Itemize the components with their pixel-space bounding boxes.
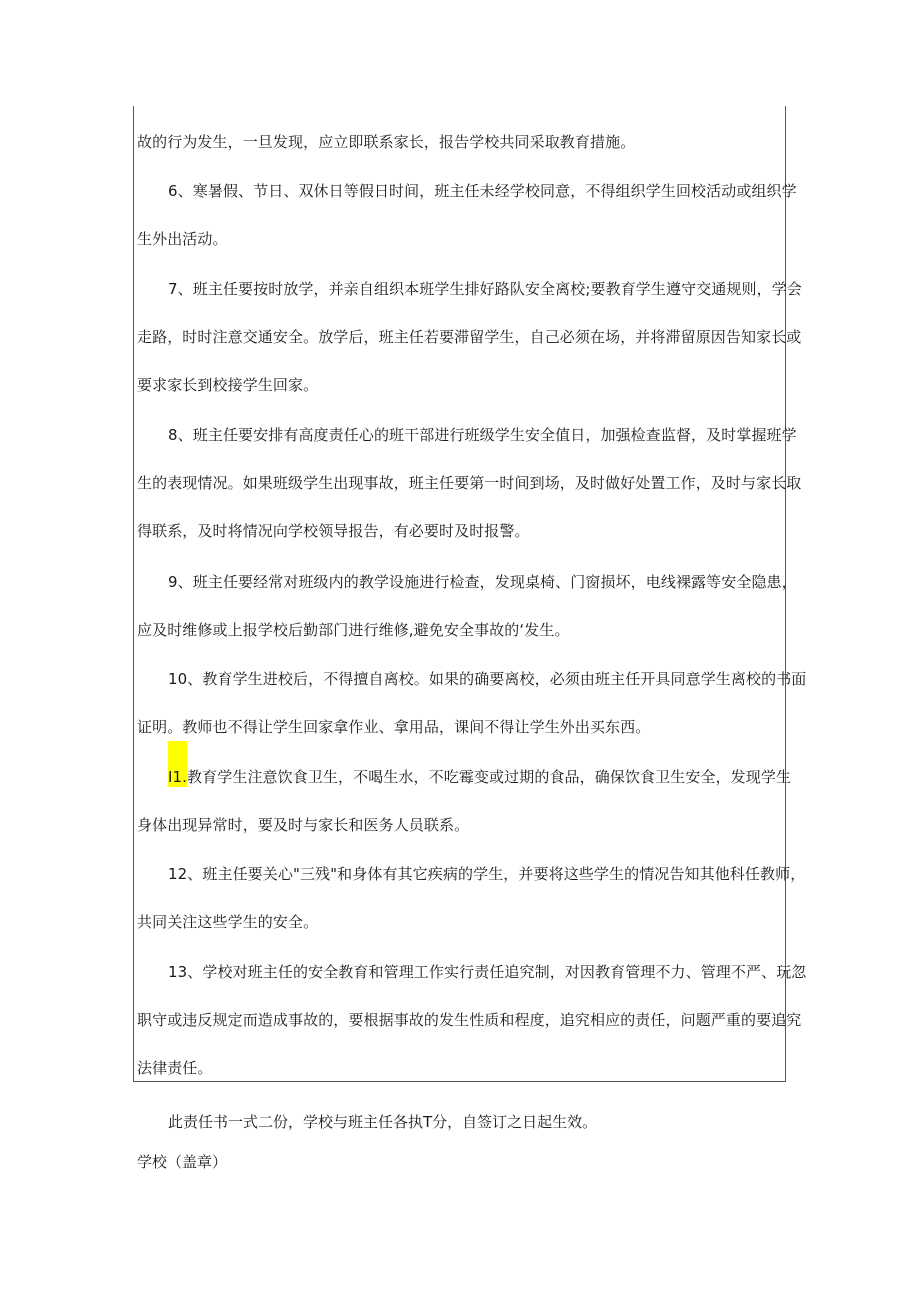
clause-7-line-2: 走路，时时注意交通安全。放学后，班主任若要滞留学生，自己必须在场，并将滞留原因告知家长或 bbox=[137, 328, 802, 346]
clause-9-line-1: 9、班主任要经常对班级内的教学设施进行检查，发现桌椅、门窗损坏，电线裸露等安全隐患， bbox=[168, 573, 797, 591]
clause-13-line-1: 13、学校对班主任的安全教育和管理工作实行责任追究制，对因教育管理不力、管理不严、玩忽 bbox=[168, 963, 807, 981]
clause-7-line-1: 7、班主任要按时放学，并亲自组织本班学生排好路队安全离校;要教育学生遵守交通规则，学会 bbox=[168, 280, 802, 298]
clause-10-line-2: 证明。教师也不得让学生回家拿作业、拿用品，课间不得让学生外出买东西。 bbox=[137, 718, 651, 736]
clause-11-line-1 bbox=[168, 767, 791, 787]
clause-8-line-1: 8、班主任要安排有高度责任心的班干部进行班级学生安全值日，加强检查监督，及时掌握班学 bbox=[168, 426, 797, 444]
clause-9-line-2: 应及时维修或上报学校后勤部门进行维修,避免安全事故的‘发生。 bbox=[137, 621, 570, 639]
clause-12-line-1: 12、班主任要关心"三残"和身体有其它疾病的学生，并要将这些学生的情况告知其他科任教师， bbox=[168, 865, 806, 883]
responsibility-table-border bbox=[133, 106, 786, 1082]
clause-8-line-3: 得联系，及时将情况向学校领导报告，有必要时及时报警。 bbox=[137, 522, 530, 540]
clause-7-line-3: 要求家长到校接学生回家。 bbox=[137, 376, 319, 394]
clause-13-line-2: 职守或违反规定而造成事故的，要根据事故的发生性质和程度，追究相应的责任，问题严重的要追究 bbox=[137, 1011, 802, 1029]
closing-statement: 此责任书一式二份，学校与班主任各执T分，自签订之日起生效。 bbox=[168, 1113, 598, 1131]
clause-6-line-2: 生外出活动。 bbox=[137, 230, 228, 248]
signature-label-school-seal: 学校（盖章） bbox=[137, 1153, 228, 1171]
text-line: 故的行为发生，一旦发现，应立即联系家长，报告学校共同采取教育措施。 bbox=[137, 133, 636, 151]
clause-11-text: 教育学生注意饮食卫生，不喝生水，不吃霉变或过期的食品，确保饮食卫生安全，发现学生 bbox=[187, 768, 792, 786]
clause-12-line-2: 共同关注这些学生的安全。 bbox=[137, 913, 319, 931]
clause-11-line-2: 身体出现异常时，要及时与家长和医务人员联系。 bbox=[137, 816, 470, 834]
clause-11-number-highlight: I1. bbox=[168, 741, 187, 787]
clause-8-line-2: 生的表现情况。如果班级学生出现事故，班主任要第一时间到场，及时做好处置工作，及时与家长取 bbox=[137, 474, 802, 492]
clause-6-line-1: 6、寒暑假、节日、双休日等假日时间，班主任未经学校同意，不得组织学生回校活动或组织学 bbox=[168, 182, 797, 200]
clause-10-line-1: 10、教育学生进校后，不得擅自离校。如果的确要离校，必须由班主任开具同意学生离校的书面 bbox=[168, 670, 807, 688]
clause-13-line-3: 法律责任。 bbox=[137, 1059, 213, 1077]
